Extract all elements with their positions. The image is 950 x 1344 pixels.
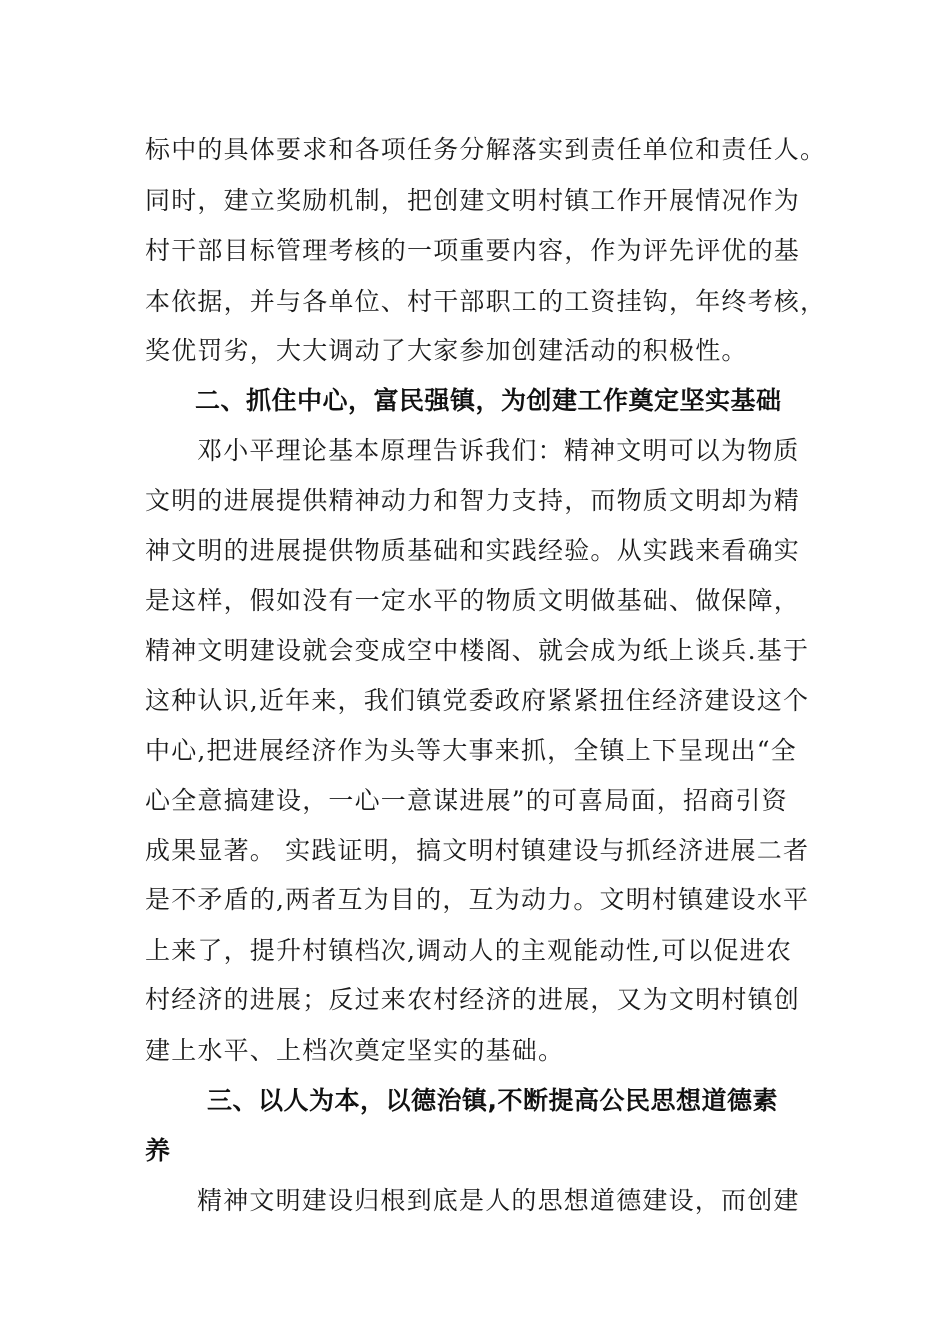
section-heading-3: 三、以人为本，以德治镇,不断提高公民思想道德素 xyxy=(207,1086,778,1115)
body-text-line: 成果显著。 实践证明，搞文明村镇建设与抓经济进展二者 xyxy=(145,836,810,865)
body-text-line: 上来了，提升村镇档次,调动人的主观能动性,可以促进农 xyxy=(145,936,793,965)
body-text-line: 心全意搞建设，一心一意谋进展”的可喜局面，招商引资 xyxy=(145,786,788,815)
body-text-line: 同时，建立奖励机制，把创建文明村镇工作开展情况作为 xyxy=(145,186,801,215)
body-text-line: 文明的进展提供精神动力和智力支持，而物质文明却为精 xyxy=(145,486,801,515)
body-text-line: 邓小平理论基本原理告诉我们：精神文明可以为物质 xyxy=(197,436,800,465)
body-text-line: 村经济的进展；反过来农村经济的进展，又为文明村镇创 xyxy=(145,985,801,1014)
body-text-line: 建上水平、上档次奠定坚实的基础。 xyxy=(145,1036,565,1065)
body-text-line: 中心,把进展经济作为头等大事来抓，全镇上下呈现出“全 xyxy=(145,736,797,765)
body-text-line: 神文明的进展提供物质基础和实践经验。从实践来看确实 xyxy=(145,536,801,565)
body-text-line: 这种认识,近年来，我们镇党委政府紧紧扭住经济建设这个 xyxy=(145,686,810,715)
section-heading-3-continued: 养 xyxy=(145,1136,171,1165)
body-text-line: 精神文明建设归根到底是人的思想道德建设，而创建 xyxy=(197,1186,800,1215)
body-text-line: 奖优罚劣，大大调动了大家参加创建活动的积极性。 xyxy=(145,336,748,365)
body-text-line: 村干部目标管理考核的一项重要内容，作为评先评优的基 xyxy=(145,236,801,265)
body-text-line: 本依据，并与各单位、村干部职工的工资挂钩，年终考核， xyxy=(145,287,827,316)
body-text-line: 标中的具体要求和各项任务分解落实到责任单位和责任人。 xyxy=(145,135,827,164)
body-text-line: 是不矛盾的,两者互为目的，互为动力。文明村镇建设水平 xyxy=(145,885,810,914)
body-text-line: 精神文明建设就会变成空中楼阁、就会成为纸上谈兵.基于 xyxy=(145,636,810,665)
body-text-line: 是这样，假如没有一定水平的物质文明做基础、做保障， xyxy=(145,586,801,615)
section-heading-2: 二、抓住中心，富民强镇，为创建工作奠定坚实基础 xyxy=(195,386,782,415)
